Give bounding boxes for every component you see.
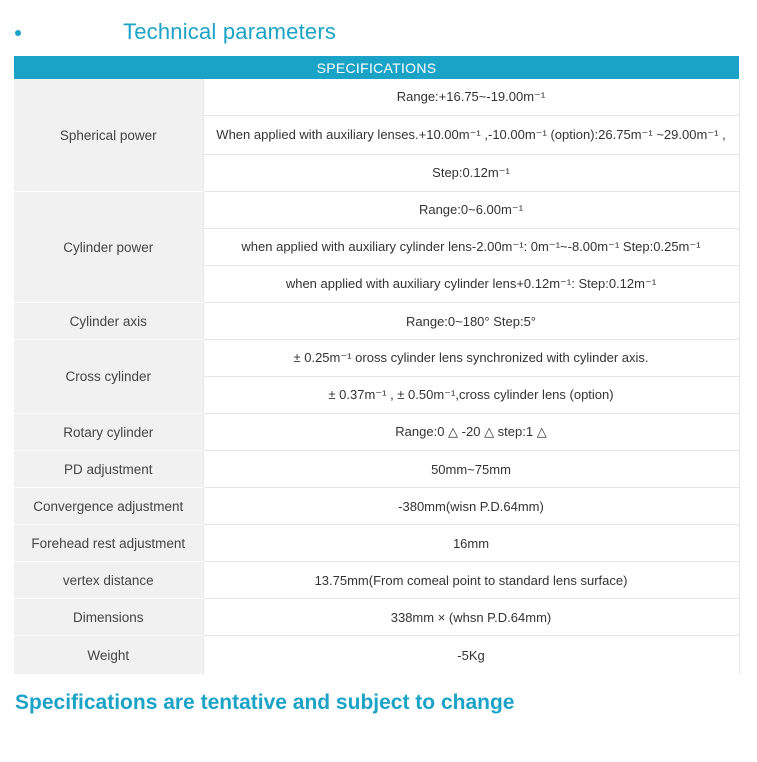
table-row	[14, 636, 739, 675]
row-value: when applied with auxiliary cylinder lens-2.00m⁻¹: 0m⁻¹~-8.00m⁻¹ Step:0.25m⁻¹	[203, 229, 739, 266]
disclaimer-note: Specifications are tentative and subject to change	[15, 691, 515, 714]
row-label-rotary-cylinder: Rotary cylinder	[14, 414, 203, 451]
row-value: Range:0~180° Step:5°	[203, 303, 739, 340]
row-label-weight: Weight	[14, 636, 203, 675]
row-value: 13.75mm(From comeal point to standard lens surface)	[203, 562, 739, 599]
table-row	[14, 192, 739, 229]
row-label-pd-adjustment: PD adjustment	[14, 451, 203, 488]
row-value: When applied with auxiliary lenses.+10.00m⁻¹ ,-10.00m⁻¹ (option):26.75m⁻¹ ~29.00m⁻¹ ,	[203, 116, 739, 155]
page-title: Technical parameters	[123, 19, 337, 44]
row-value: 16mm	[203, 525, 739, 562]
row-label-forehead-rest-adjustment: Forehead rest adjustment	[14, 525, 203, 562]
table-header-row	[14, 56, 739, 79]
row-label-convergence-adjustment: Convergence adjustment	[14, 488, 203, 525]
table-row	[14, 562, 739, 599]
row-value: Range:0 △ -20 △ step:1 △	[203, 414, 739, 451]
row-value: Range:0~6.00m⁻¹	[203, 192, 739, 229]
row-label-cylinder-axis: Cylinder axis	[14, 303, 203, 340]
row-value: 338mm × (whsn P.D.64mm)	[203, 599, 739, 636]
table-row	[14, 599, 739, 636]
row-value: 50mm~75mm	[203, 451, 739, 488]
specifications-table	[14, 56, 740, 674]
bullet-dot-icon	[15, 30, 21, 36]
page-header	[0, 0, 757, 55]
row-value: ± 0.25m⁻¹ oross cylinder lens synchronized with cylinder axis.	[203, 340, 739, 377]
row-value: -380mm(wisn P.D.64mm)	[203, 488, 739, 525]
table-row	[14, 340, 739, 377]
table-row	[14, 303, 739, 340]
table-row	[14, 451, 739, 488]
row-value: Step:0.12m⁻¹	[203, 155, 739, 192]
row-label-cylinder-power: Cylinder power	[14, 192, 203, 303]
row-label-vertex-distance: vertex distance	[14, 562, 203, 599]
row-label-cross-cylinder: Cross cylinder	[14, 340, 203, 414]
row-value: when applied with auxiliary cylinder lens+0.12m⁻¹: Step:0.12m⁻¹	[203, 266, 739, 303]
table-row	[14, 525, 739, 562]
row-value: -5Kg	[203, 636, 739, 675]
row-value: Range:+16.75~-19.00m⁻¹	[203, 79, 739, 116]
table-row	[14, 79, 739, 116]
table-row	[14, 488, 739, 525]
row-label-spherical-power: Spherical power	[14, 79, 203, 192]
table-heading: SPECIFICATIONS	[14, 56, 739, 79]
row-label-dimensions: Dimensions	[14, 599, 203, 636]
table-row	[14, 414, 739, 451]
row-value: ± 0.37m⁻¹ , ± 0.50m⁻¹,cross cylinder lens (option)	[203, 377, 739, 414]
